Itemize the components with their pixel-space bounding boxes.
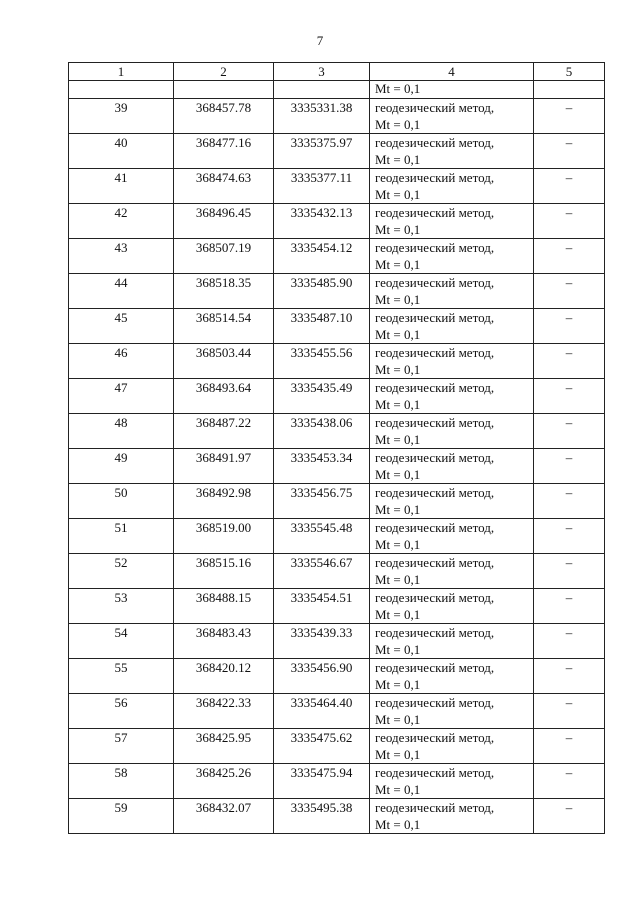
cell-y-coordinate: 3335454.51: [274, 589, 370, 624]
table-row: [69, 659, 605, 694]
accuracy-text: Mt = 0,1: [375, 187, 421, 202]
cell-point-number: 58: [69, 764, 174, 799]
method-text: геодезический метод,: [375, 765, 495, 780]
cell-method: [370, 134, 534, 169]
cell-y-coordinate: 3335432.13: [274, 204, 370, 239]
cell-note: –: [534, 169, 605, 204]
column-header-2: 2: [174, 63, 274, 81]
cell-method: [370, 274, 534, 309]
cell-x-coordinate: 368492.98: [174, 484, 274, 519]
accuracy-text: Mt = 0,1: [375, 397, 421, 412]
method-text: геодезический метод,: [375, 100, 495, 115]
column-header-3: 3: [274, 63, 370, 81]
cell-method: [370, 414, 534, 449]
cell-method: [370, 554, 534, 589]
page-number: 7: [316, 33, 324, 48]
method-text: геодезический метод,: [375, 205, 495, 220]
method-text: геодезический метод,: [375, 730, 495, 745]
cell-x-coordinate: 368503.44: [174, 344, 274, 379]
cell-note: –: [534, 414, 605, 449]
accuracy-text: Mt = 0,1: [375, 642, 421, 657]
method-text: геодезический метод,: [375, 590, 495, 605]
method-text: геодезический метод,: [375, 555, 495, 570]
table-row: [69, 204, 605, 239]
cell-note: –: [534, 239, 605, 274]
cell-y-coordinate: 3335375.97: [274, 134, 370, 169]
cell-x-coordinate: 368496.45: [174, 204, 274, 239]
cell-x-coordinate: 368488.15: [174, 589, 274, 624]
accuracy-text: Mt = 0,1: [375, 467, 421, 482]
cell-point-number: 59: [69, 799, 174, 834]
cell-y-coordinate: 3335464.40: [274, 694, 370, 729]
cell-method: [370, 729, 534, 764]
cell-note: [534, 81, 605, 99]
cell-x-coordinate: 368507.19: [174, 239, 274, 274]
cell-method: Mt = 0,1: [370, 81, 534, 99]
continuation-row: [69, 81, 605, 99]
cell-method: [370, 449, 534, 484]
column-header-4: 4: [370, 63, 534, 81]
cell-method: [370, 764, 534, 799]
accuracy-text: Mt = 0,1: [375, 607, 421, 622]
cell-y-coordinate: [274, 81, 370, 99]
cell-x-coordinate: 368420.12: [174, 659, 274, 694]
accuracy-text: Mt = 0,1: [375, 747, 421, 762]
table-row: [69, 764, 605, 799]
table-row: [69, 799, 605, 834]
table-row: [69, 449, 605, 484]
cell-method: [370, 239, 534, 274]
cell-y-coordinate: 3335545.48: [274, 519, 370, 554]
cell-point-number: 53: [69, 589, 174, 624]
table-row: [69, 99, 605, 134]
method-text: геодезический метод,: [375, 415, 495, 430]
cell-x-coordinate: 368432.07: [174, 799, 274, 834]
cell-note: –: [534, 589, 605, 624]
cell-x-coordinate: 368515.16: [174, 554, 274, 589]
accuracy-text: Mt = 0,1: [375, 537, 421, 552]
cell-point-number: 56: [69, 694, 174, 729]
cell-y-coordinate: 3335546.67: [274, 554, 370, 589]
accuracy-text: Mt = 0,1: [375, 152, 421, 167]
table-row: [69, 624, 605, 659]
cell-method: [370, 519, 534, 554]
cell-note: –: [534, 764, 605, 799]
cell-y-coordinate: 3335455.56: [274, 344, 370, 379]
cell-y-coordinate: 3335475.94: [274, 764, 370, 799]
cell-x-coordinate: 368457.78: [174, 99, 274, 134]
cell-note: –: [534, 799, 605, 834]
cell-x-coordinate: 368519.00: [174, 519, 274, 554]
table-row: [69, 134, 605, 169]
table-row: [69, 239, 605, 274]
cell-x-coordinate: 368474.63: [174, 169, 274, 204]
accuracy-text: Mt = 0,1: [375, 502, 421, 517]
cell-method: [370, 484, 534, 519]
cell-y-coordinate: 3335435.49: [274, 379, 370, 414]
cell-x-coordinate: 368514.54: [174, 309, 274, 344]
method-text: геодезический метод,: [375, 240, 495, 255]
cell-method: [370, 624, 534, 659]
cell-x-coordinate: 368493.64: [174, 379, 274, 414]
cell-method: [370, 379, 534, 414]
cell-y-coordinate: 3335439.33: [274, 624, 370, 659]
table-row: [69, 729, 605, 764]
cell-y-coordinate: 3335454.12: [274, 239, 370, 274]
cell-point-number: 54: [69, 624, 174, 659]
cell-point-number: 40: [69, 134, 174, 169]
cell-x-coordinate: 368477.16: [174, 134, 274, 169]
cell-y-coordinate: 3335456.90: [274, 659, 370, 694]
coordinates-table: [68, 62, 605, 834]
accuracy-text: Mt = 0,1: [375, 432, 421, 447]
table-row: [69, 589, 605, 624]
method-text: геодезический метод,: [375, 170, 495, 185]
cell-point-number: 50: [69, 484, 174, 519]
column-header-5: 5: [534, 63, 605, 81]
cell-y-coordinate: 3335377.11: [274, 169, 370, 204]
accuracy-text: Mt = 0,1: [375, 222, 421, 237]
cell-point-number: 45: [69, 309, 174, 344]
table-row: [69, 344, 605, 379]
cell-note: –: [534, 309, 605, 344]
cell-note: –: [534, 624, 605, 659]
accuracy-text: Mt = 0,1: [375, 362, 421, 377]
cell-note: –: [534, 99, 605, 134]
cell-point-number: [69, 81, 174, 99]
cell-note: –: [534, 449, 605, 484]
table-row: [69, 519, 605, 554]
accuracy-text: Mt = 0,1: [375, 327, 421, 342]
accuracy-text: Mt = 0,1: [375, 817, 421, 832]
cell-x-coordinate: 368425.95: [174, 729, 274, 764]
table-row: [69, 379, 605, 414]
accuracy-text: Mt = 0,1: [375, 292, 421, 307]
accuracy-text: Mt = 0,1: [375, 782, 421, 797]
accuracy-text: Mt = 0,1: [375, 257, 421, 272]
table-row: [69, 169, 605, 204]
cell-point-number: 43: [69, 239, 174, 274]
cell-method: [370, 204, 534, 239]
method-text: геодезический метод,: [375, 800, 495, 815]
method-text: геодезический метод,: [375, 485, 495, 500]
cell-point-number: 55: [69, 659, 174, 694]
cell-x-coordinate: 368422.33: [174, 694, 274, 729]
cell-note: –: [534, 659, 605, 694]
cell-point-number: 46: [69, 344, 174, 379]
cell-y-coordinate: 3335487.10: [274, 309, 370, 344]
cell-note: –: [534, 484, 605, 519]
cell-note: –: [534, 204, 605, 239]
method-text: геодезический метод,: [375, 695, 495, 710]
cell-x-coordinate: 368425.26: [174, 764, 274, 799]
cell-point-number: 39: [69, 99, 174, 134]
cell-note: –: [534, 519, 605, 554]
method-text: геодезический метод,: [375, 380, 495, 395]
accuracy-text: Mt = 0,1: [375, 117, 421, 132]
cell-y-coordinate: 3335453.34: [274, 449, 370, 484]
cell-point-number: 44: [69, 274, 174, 309]
cell-note: –: [534, 694, 605, 729]
cell-y-coordinate: 3335495.38: [274, 799, 370, 834]
cell-method: [370, 799, 534, 834]
cell-method: [370, 589, 534, 624]
cell-y-coordinate: 3335438.06: [274, 414, 370, 449]
cell-y-coordinate: 3335456.75: [274, 484, 370, 519]
cell-point-number: 47: [69, 379, 174, 414]
cell-method: [370, 694, 534, 729]
table-row: [69, 694, 605, 729]
method-text: геодезический метод,: [375, 450, 495, 465]
table-row: [69, 274, 605, 309]
cell-x-coordinate: 368518.35: [174, 274, 274, 309]
cell-point-number: 52: [69, 554, 174, 589]
cell-y-coordinate: 3335485.90: [274, 274, 370, 309]
method-text: геодезический метод,: [375, 345, 495, 360]
table-row: [69, 309, 605, 344]
cell-method: [370, 659, 534, 694]
table-body: [69, 81, 605, 834]
cell-point-number: 48: [69, 414, 174, 449]
cell-method: [370, 99, 534, 134]
method-text: геодезический метод,: [375, 625, 495, 640]
cell-note: –: [534, 554, 605, 589]
method-text: геодезический метод,: [375, 660, 495, 675]
cell-method: [370, 169, 534, 204]
cell-note: –: [534, 274, 605, 309]
table-row: [69, 554, 605, 589]
cell-x-coordinate: 368483.43: [174, 624, 274, 659]
cell-note: –: [534, 134, 605, 169]
accuracy-text: Mt = 0,1: [375, 712, 421, 727]
cell-point-number: 51: [69, 519, 174, 554]
table-row: [69, 414, 605, 449]
cell-point-number: 41: [69, 169, 174, 204]
cell-point-number: 49: [69, 449, 174, 484]
table-header: [69, 63, 605, 81]
cell-x-coordinate: 368491.97: [174, 449, 274, 484]
cell-point-number: 42: [69, 204, 174, 239]
column-header-1: 1: [69, 63, 174, 81]
cell-note: –: [534, 379, 605, 414]
method-text: геодезический метод,: [375, 520, 495, 535]
accuracy-text: Mt = 0,1: [375, 572, 421, 587]
header-row: [69, 63, 605, 81]
cell-x-coordinate: [174, 81, 274, 99]
cell-note: –: [534, 729, 605, 764]
cell-y-coordinate: 3335331.38: [274, 99, 370, 134]
cell-method: [370, 344, 534, 379]
cell-y-coordinate: 3335475.62: [274, 729, 370, 764]
cell-x-coordinate: 368487.22: [174, 414, 274, 449]
cell-point-number: 57: [69, 729, 174, 764]
method-text: геодезический метод,: [375, 310, 495, 325]
method-text: геодезический метод,: [375, 135, 495, 150]
method-text: геодезический метод,: [375, 275, 495, 290]
cell-method: [370, 309, 534, 344]
cell-note: –: [534, 344, 605, 379]
accuracy-text: Mt = 0,1: [375, 677, 421, 692]
table-row: [69, 484, 605, 519]
